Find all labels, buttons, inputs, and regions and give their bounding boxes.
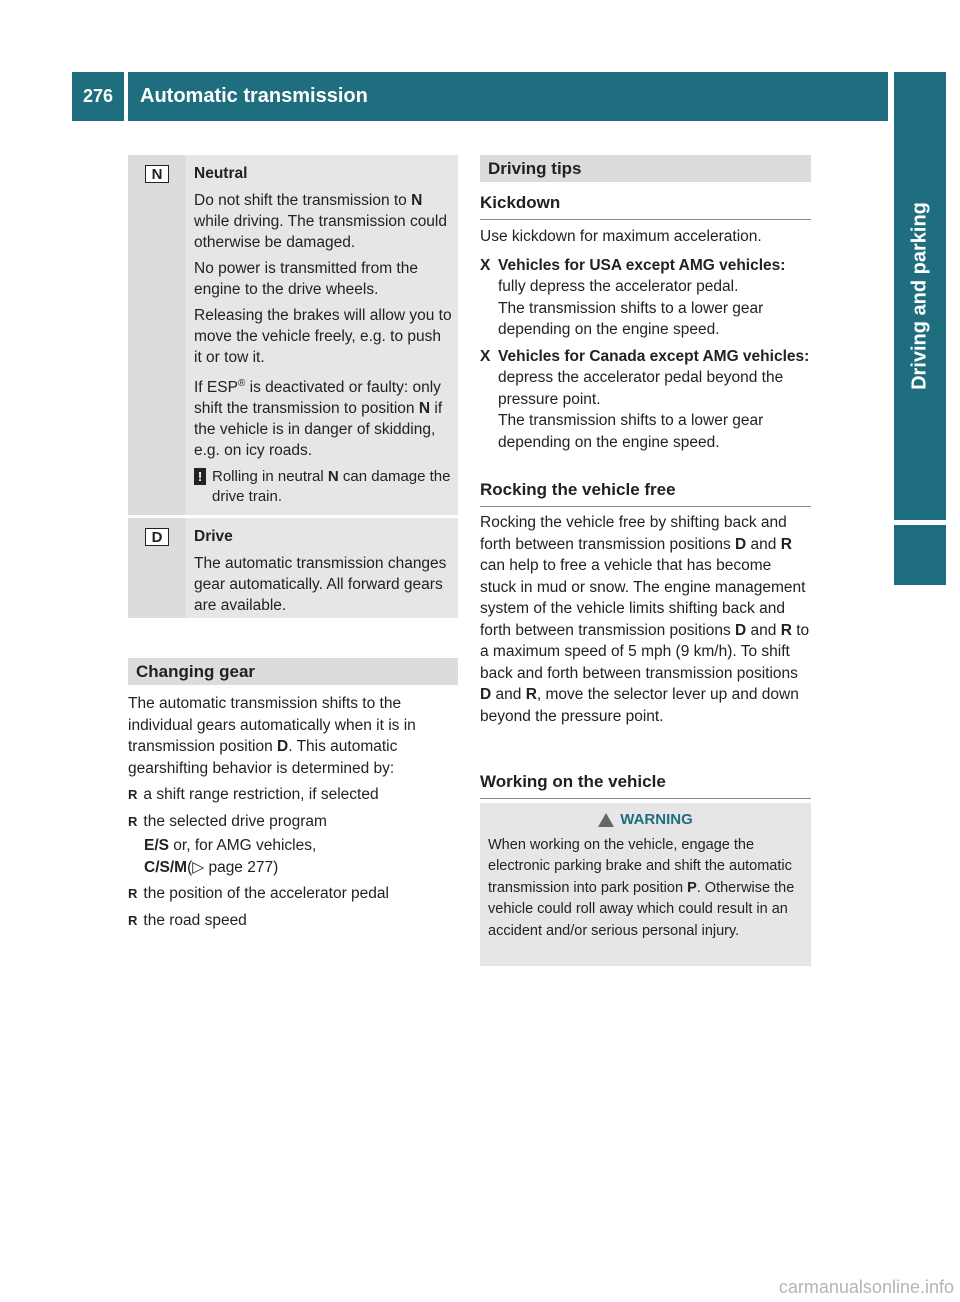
side-tab-label: Driving and parking — [908, 202, 931, 390]
neutral-p1: Do not shift the transmission to N while driving. The transmission could otherwise be damaged. — [194, 192, 447, 251]
changing-gear-intro: The automatic transmission shifts to the individual gears automatically when it is in transmission position D. This automatic gearshifting behavior is determined by: — [128, 695, 416, 777]
list-item: X Vehicles for Canada except AMG vehicles: depress the accelerator pedal beyond the pressure point. The transmission shifts to a lower gear depending on the engine speed. — [480, 346, 811, 454]
gear-n-icon: N — [145, 165, 169, 183]
bullet-icon: R — [128, 886, 138, 901]
list-item: R the road speed — [128, 910, 458, 932]
drive-text: The automatic transmission changes gear automatically. All forward gears are available. — [194, 555, 447, 614]
page-title: Automatic transmission — [128, 72, 888, 121]
neutral-p3: Releasing the brakes will allow you to move the vehicle freely, e.g. to push it or tow it. — [194, 307, 452, 366]
rocking-text: Rocking the vehicle free by shifting back and forth between transmission positions D and R can help to free a vehicle that has become stuck in mud or snow. The engine management system of the vehicle limits shifting back and forth between transmission positions D and R to a maximum speed of 5 mph (9 km/h). To shift back and forth between transmission positions D and R, move the selector lever up and down beyond the pressure point. — [480, 514, 810, 725]
bullet-icon: R — [128, 787, 138, 802]
arrow-icon: X — [480, 347, 491, 365]
table-row-drive — [128, 518, 458, 618]
drive-program-list: E/S or, for AMG vehicles, C/S/M(▷ page 277) — [144, 837, 317, 876]
list-item: R a shift range restriction, if selected — [128, 784, 458, 806]
warning-box — [480, 803, 811, 966]
list-item: R the selected drive program — [128, 811, 458, 833]
table-row-neutral — [128, 155, 458, 515]
exclamation-icon: ! — [194, 468, 206, 485]
neutral-p4: If ESP® is deactivated or faulty: only shift the transmission to position N if the vehicle is in danger of skidding, e.g. on icy roads. — [194, 378, 443, 460]
changing-gear-heading: Changing gear — [128, 658, 458, 685]
drive-title: Drive — [194, 528, 233, 545]
neutral-p2: No power is transmitted from the engine to the drive wheels. — [194, 260, 418, 298]
neutral-note-text: Rolling in neutral N can damage the drive train. — [212, 468, 451, 506]
driving-tips-heading: Driving tips — [480, 155, 811, 182]
neutral-note — [194, 467, 452, 507]
gear-d-icon: D — [145, 528, 169, 546]
neutral-description — [186, 155, 458, 515]
list-item: R the position of the accelerator pedal — [128, 883, 458, 905]
warning-title: WARNING — [488, 809, 803, 831]
gear-symbol-cell — [128, 518, 186, 618]
kickdown-body — [480, 226, 811, 453]
rocking-heading: Rocking the vehicle free — [480, 480, 811, 507]
list-item: X Vehicles for USA except AMG vehicles: fully depress the accelerator pedal. The transmission shifts to a lower gear depending on the engine speed. — [480, 255, 811, 341]
drive-description — [186, 518, 458, 618]
arrow-icon: X — [480, 256, 491, 274]
warning-text: When working on the vehicle, engage the electronic parking brake and shift the automatic transmission into park position P. Otherwise the vehicle could roll away which could result in an accident and/or serious personal injury. — [488, 836, 795, 939]
neutral-title: Neutral — [194, 165, 248, 182]
kickdown-intro: Use kickdown for maximum acceleration. — [480, 228, 762, 245]
kickdown-heading: Kickdown — [480, 193, 811, 220]
bullet-icon: R — [128, 912, 138, 928]
gear-symbol-cell — [128, 155, 186, 515]
working-heading: Working on the vehicle — [480, 772, 811, 799]
page-number: 276 — [72, 72, 124, 121]
watermark: carmanualsonline.info — [778, 1277, 954, 1297]
bullet-icon: R — [128, 813, 138, 829]
changing-gear-body — [128, 693, 458, 931]
side-tab — [894, 72, 946, 520]
side-marker — [894, 525, 946, 585]
warning-icon — [598, 813, 614, 827]
